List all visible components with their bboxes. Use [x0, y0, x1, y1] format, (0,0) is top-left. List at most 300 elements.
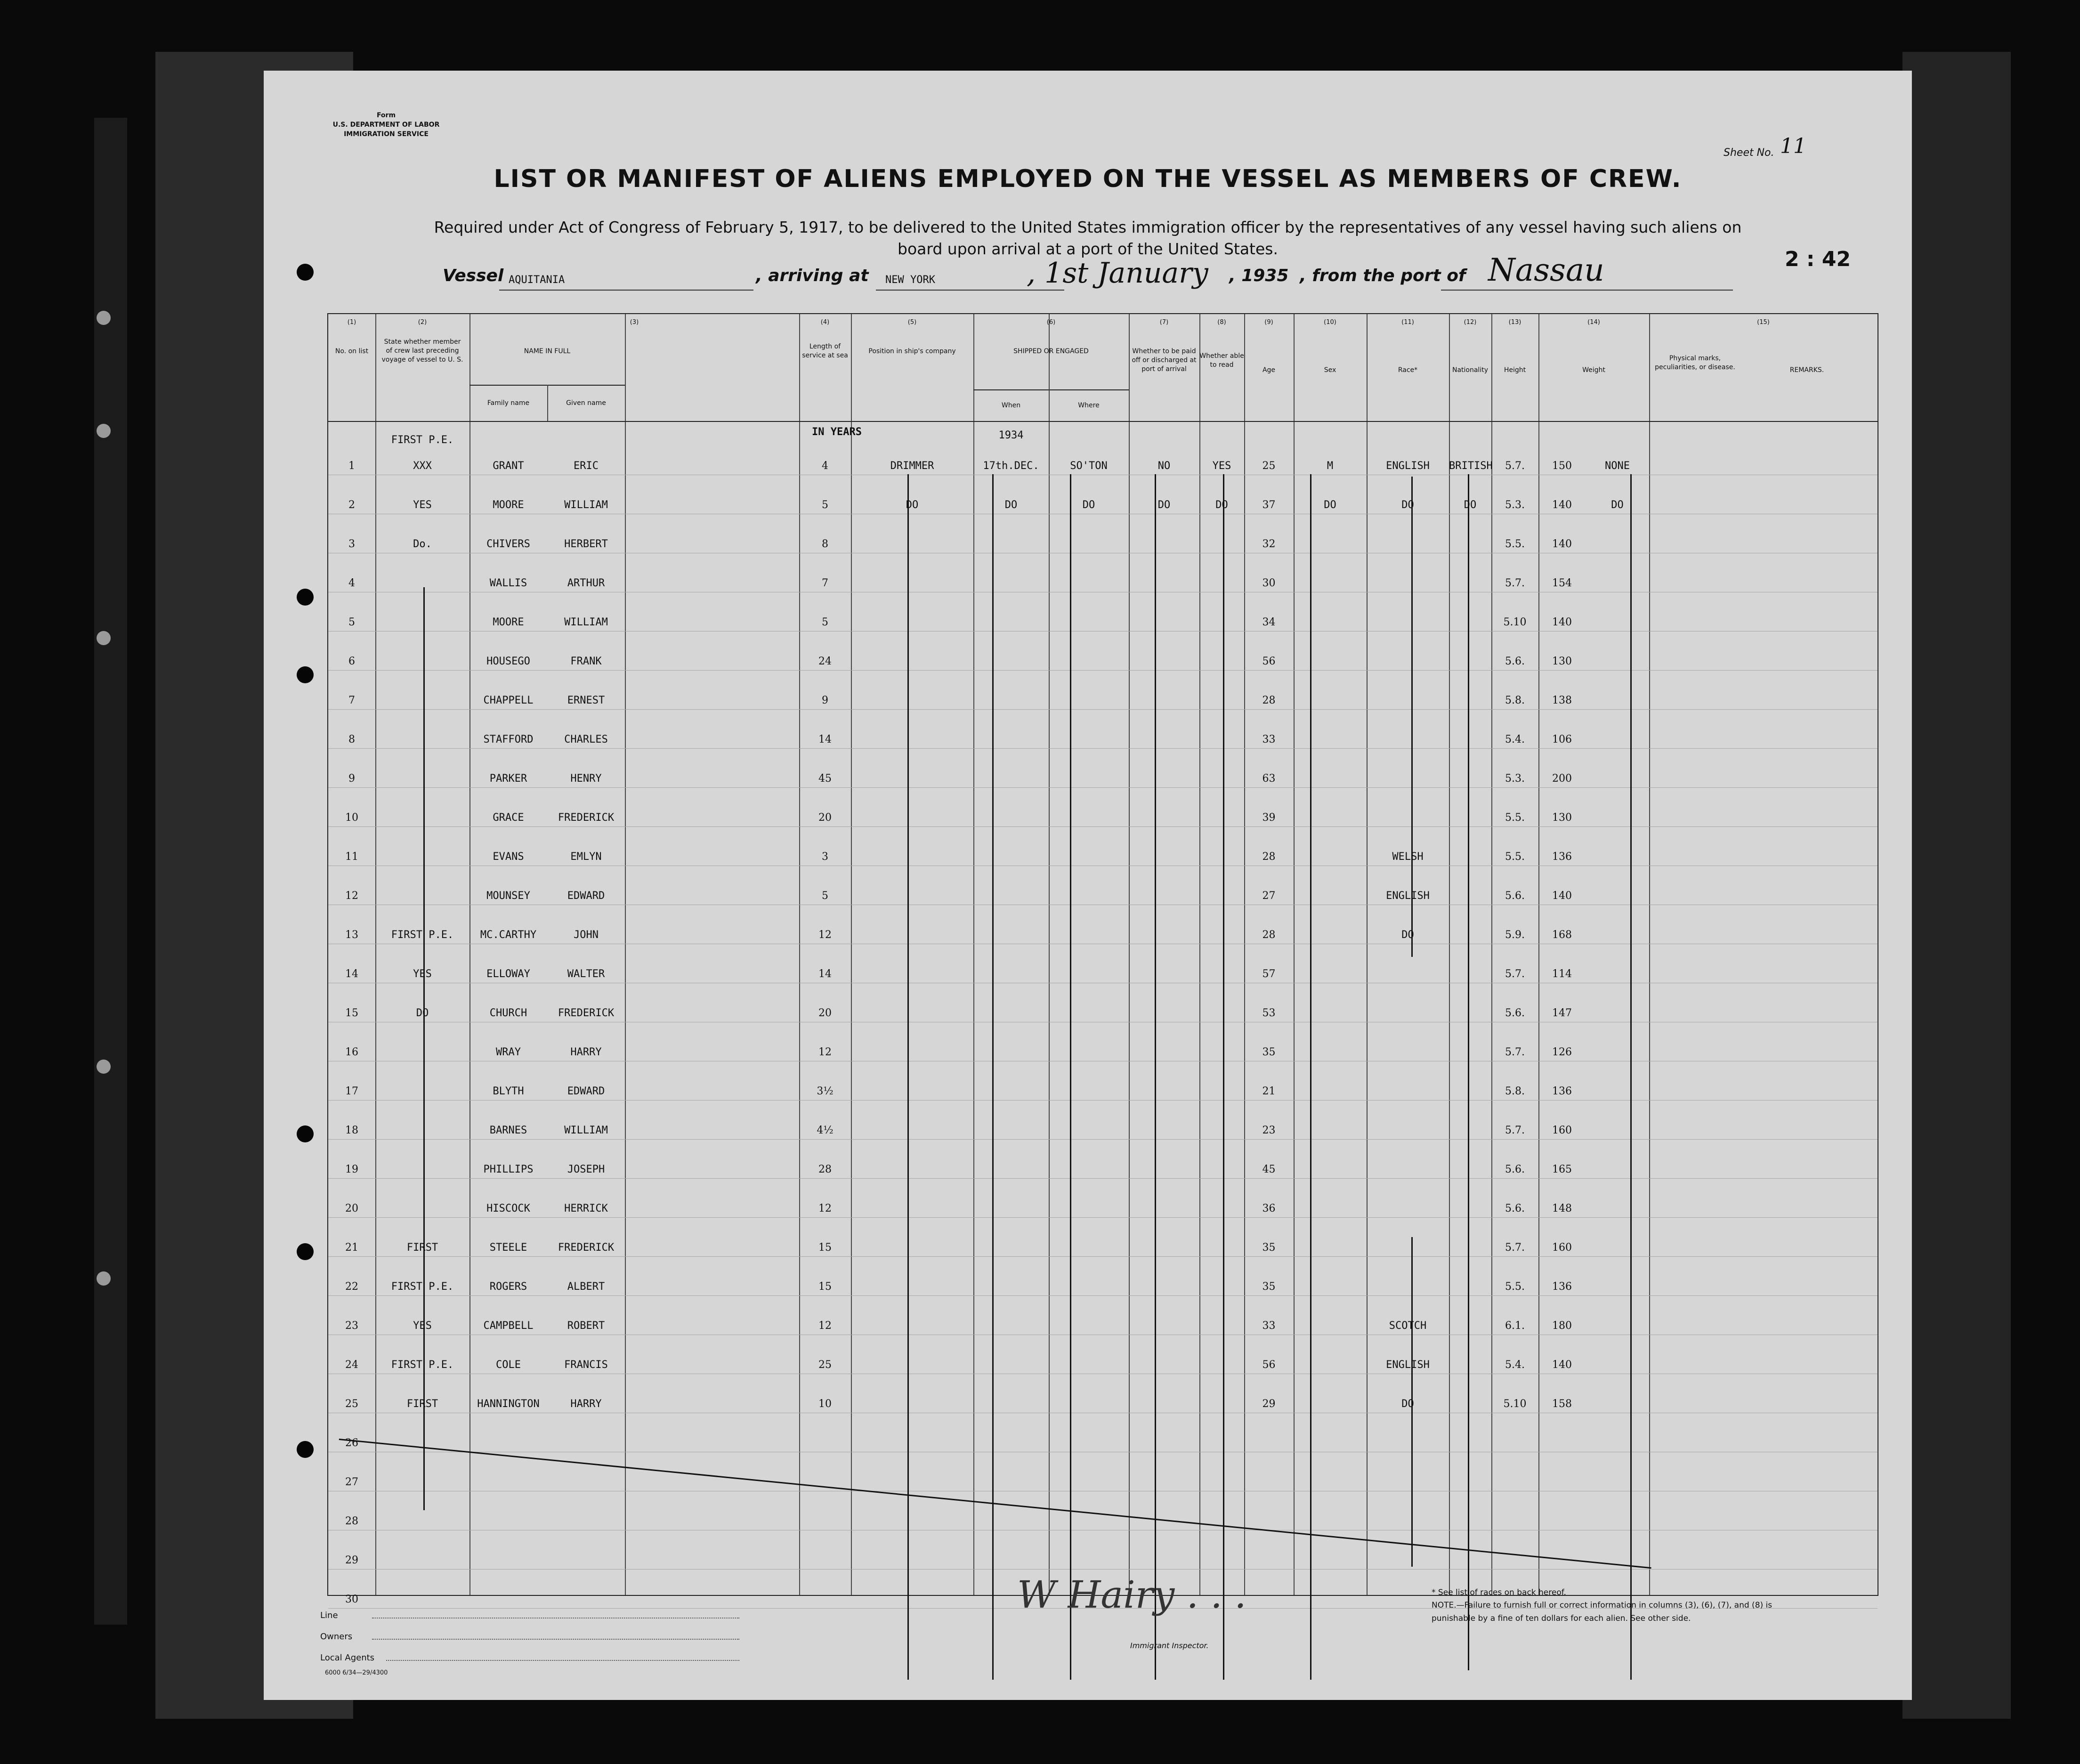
cell-age: 39: [1262, 812, 1276, 824]
cell-height: 5.9.: [1505, 929, 1525, 941]
binder-ring: [97, 311, 111, 325]
arrival-year: , 1935: [1229, 266, 1289, 285]
header-read: Whether able to read: [1199, 352, 1244, 369]
cell-read: YES: [1212, 460, 1231, 472]
column-number: (15): [1757, 319, 1770, 326]
cell-age: 36: [1262, 1203, 1276, 1214]
cell-weight: 140: [1552, 1359, 1572, 1371]
cell-height: 5.5.: [1505, 851, 1525, 863]
sheet-number-label: Sheet No.: [1724, 147, 1774, 159]
punch-hole: [297, 264, 314, 281]
column-number: (7): [1159, 319, 1169, 326]
cell-given: EDWARD: [567, 890, 605, 902]
cell-height: 5.7.: [1505, 1125, 1525, 1136]
cell-service: 45: [818, 773, 832, 785]
cell-family: MOORE: [493, 616, 524, 628]
cell-no: 4: [348, 577, 355, 589]
cell-paid: DO: [1157, 499, 1171, 511]
cell-no: 12: [345, 890, 358, 902]
cell-no: 8: [348, 734, 355, 745]
cell-weight: 140: [1552, 616, 1572, 628]
header-weight: Weight: [1582, 366, 1605, 374]
cell-given: ROBERT: [567, 1320, 605, 1332]
ditto-mark: [1155, 474, 1156, 1680]
cell-height: 5.6.: [1505, 655, 1525, 667]
cell-weight: 160: [1552, 1242, 1572, 1254]
header-race: Race*: [1398, 366, 1418, 374]
inspector-signature: W Hairy . . .: [1017, 1573, 1246, 1617]
cell-given: EMLYN: [570, 851, 602, 863]
cell-given: ERIC: [574, 460, 599, 472]
cell-service: 14: [818, 734, 832, 745]
row-rule: [328, 1569, 1878, 1570]
cell-state: FIRST P.E.: [391, 1281, 454, 1293]
row-rule: [328, 1178, 1878, 1179]
form-header: [316, 111, 457, 139]
cell-state: XXX: [413, 460, 432, 472]
binder-ring: [97, 1271, 111, 1286]
punch-hole: [297, 1441, 314, 1458]
cell-read: DO: [1215, 499, 1228, 511]
cell-height: 5.10: [1503, 616, 1527, 628]
cell-age: 35: [1262, 1046, 1276, 1058]
cell-age: 45: [1262, 1164, 1276, 1175]
header-marks: Physical marks, peculiarities, or disease.: [1655, 355, 1735, 371]
column-number: (4): [820, 319, 830, 326]
cell-family: ROGERS: [489, 1281, 527, 1293]
cell-family: EVANS: [493, 851, 524, 863]
ditto-mark: [1223, 474, 1224, 1680]
column-number: (2): [418, 319, 427, 326]
cell-when: DO: [1004, 499, 1018, 511]
cell-service: 9: [822, 695, 828, 706]
column-number: (13): [1508, 319, 1522, 326]
cell-family: GRACE: [493, 812, 524, 824]
cell-height: 5.10: [1503, 1398, 1527, 1410]
row-rule: [328, 1256, 1878, 1257]
cell-given: FREDERICK: [558, 1242, 615, 1254]
header-age: Age: [1262, 366, 1276, 374]
cell-given: FRANK: [570, 655, 602, 667]
ditto-mark: [1468, 474, 1469, 1670]
cell-weight: 160: [1552, 1125, 1572, 1136]
cell-weight: 158: [1552, 1398, 1572, 1410]
cell-given: ARTHUR: [567, 577, 605, 589]
cell-family: STAFFORD: [483, 734, 534, 745]
vessel-name: AQUITANIA: [509, 274, 565, 286]
cell-no: 1: [348, 460, 355, 472]
cell-weight: 138: [1552, 695, 1572, 706]
cell-no: 29: [345, 1554, 358, 1566]
header-height: Height: [1504, 366, 1526, 374]
column-number: (5): [907, 319, 917, 326]
cell-height: 5.3.: [1505, 773, 1525, 785]
cell-race: DO: [1401, 1398, 1414, 1410]
cell-height: 5.8.: [1505, 1085, 1525, 1097]
cell-state: FIRST: [406, 1242, 438, 1254]
cell-no: 5: [348, 616, 355, 628]
cell-age: 21: [1262, 1085, 1276, 1097]
cell-weight: 165: [1552, 1164, 1572, 1175]
cell-age: 56: [1262, 1359, 1276, 1371]
cell-family: HOUSEGO: [486, 655, 530, 667]
scan-background-right: [1902, 52, 2011, 1719]
cell-state: FIRST P.E.: [391, 1359, 454, 1371]
footer-owners-label: Owners: [320, 1632, 353, 1642]
cell-no: 28: [345, 1515, 358, 1527]
cell-age: 27: [1262, 890, 1276, 902]
cell-given: HERRICK: [564, 1203, 608, 1214]
cell-family: MC.CARTHY: [480, 929, 537, 941]
cell-paid: NO: [1157, 460, 1171, 472]
form-label: Form: [376, 112, 396, 119]
cell-nationality: BRITISH: [1449, 460, 1493, 472]
cell-given: CHARLES: [564, 734, 608, 745]
cell-age: 29: [1262, 1398, 1276, 1410]
cell-service: 12: [818, 1046, 832, 1058]
row-rule: [328, 787, 1878, 788]
punch-hole: [297, 1243, 314, 1260]
header-no: No. on list: [335, 348, 369, 355]
cell-given: EDWARD: [567, 1085, 605, 1097]
header-when: When: [1001, 402, 1021, 409]
header-shipped: SHIPPED OR ENGAGED: [1013, 348, 1089, 355]
cell-service: 3: [822, 851, 828, 863]
cell-no: 7: [348, 695, 355, 706]
punch-hole: [297, 1125, 314, 1142]
column-number: (9): [1264, 319, 1273, 326]
cell-service: 3½: [817, 1085, 834, 1097]
cell-sex: M: [1327, 460, 1334, 472]
cell-given: FREDERICK: [558, 812, 615, 824]
cell-weight: 154: [1552, 577, 1572, 589]
document-subtitle: Required under Act of Congress of February 5, 1917, to be delivered to the United States immigration officer by the representatives of any vessel having such aliens on board upon arrival at a port of the United States.: [434, 218, 1742, 258]
cell-service: 7: [822, 577, 828, 589]
cell-state: FIRST: [406, 1398, 438, 1410]
cell-position: DO: [906, 499, 919, 511]
binder-strip: [94, 118, 127, 1625]
cell-position: DRIMMER: [890, 460, 934, 472]
cell-family: CHAPPELL: [483, 695, 534, 706]
cell-age: 63: [1262, 773, 1276, 785]
cell-marks: NONE: [1605, 460, 1630, 472]
cell-service: 14: [818, 968, 832, 980]
cell-weight: 147: [1552, 1007, 1572, 1019]
cell-race: ENGLISH: [1386, 890, 1430, 902]
row-rule: [328, 670, 1878, 671]
cell-no: 26: [345, 1437, 358, 1449]
cell-height: 5.5.: [1505, 1281, 1525, 1293]
cell-height: 5.7.: [1505, 577, 1525, 589]
cell-no: 15: [345, 1007, 358, 1019]
cell-when: 17th.DEC.: [983, 460, 1039, 472]
cell-given: FREDERICK: [558, 1007, 615, 1019]
header-family: Family name: [487, 399, 530, 407]
cell-family: COLE: [496, 1359, 521, 1371]
cell-weight: 130: [1552, 655, 1572, 667]
cell-given: WALTER: [567, 968, 605, 980]
cell-race: ENGLISH: [1386, 460, 1430, 472]
cell-no: 21: [345, 1242, 358, 1254]
cell-age: 33: [1262, 734, 1276, 745]
year-annotation: 1934: [998, 429, 1024, 441]
inspector-label: Immigrant Inspector.: [1130, 1641, 1209, 1650]
cell-height: 5.6.: [1505, 1164, 1525, 1175]
cell-service: 20: [818, 1007, 832, 1019]
header-where: Where: [1078, 402, 1100, 409]
cell-weight: 180: [1552, 1320, 1572, 1332]
vessel-label: Vessel: [443, 266, 504, 285]
cell-given: FRANCIS: [564, 1359, 608, 1371]
cell-service: 5: [822, 499, 828, 511]
cell-service: 24: [818, 655, 832, 667]
cell-state: YES: [413, 499, 432, 511]
cell-age: 28: [1262, 929, 1276, 941]
cell-given: ERNEST: [567, 695, 605, 706]
ditto-mark: [1630, 474, 1632, 1680]
header-length: Length of service at sea: [802, 343, 848, 359]
cell-state: DO: [416, 1007, 429, 1019]
cell-height: 5.7.: [1505, 968, 1525, 980]
cell-no: 23: [345, 1320, 358, 1332]
cell-service: 5: [822, 890, 828, 902]
cell-given: WILLIAM: [564, 1125, 608, 1136]
cell-given: WILLIAM: [564, 499, 608, 511]
cell-state: YES: [413, 968, 432, 980]
cell-given: HARRY: [570, 1046, 602, 1058]
cell-family: WRAY: [496, 1046, 521, 1058]
cell-service: 15: [818, 1281, 832, 1293]
column-number: (8): [1217, 319, 1226, 326]
cell-no: 20: [345, 1203, 358, 1214]
row-rule: [328, 826, 1878, 827]
cell-height: 5.7.: [1505, 460, 1525, 472]
cell-height: 5.5.: [1505, 538, 1525, 550]
cell-family: MOORE: [493, 499, 524, 511]
service-label: IMMIGRATION SERVICE: [344, 130, 429, 138]
cell-sex: DO: [1324, 499, 1336, 511]
cell-no: 14: [345, 968, 358, 980]
cell-height: 5.4.: [1505, 1359, 1525, 1371]
cell-service: 8: [822, 538, 828, 550]
column-number: (1): [347, 319, 356, 326]
cell-weight: 126: [1552, 1046, 1572, 1058]
cell-weight: 140: [1552, 538, 1572, 550]
cell-weight: 140: [1552, 499, 1572, 511]
cell-service: 12: [818, 1320, 832, 1332]
header-state: State whether member of crew last preceding voyage of vessel to U. S.: [381, 338, 463, 364]
cell-service: 12: [818, 929, 832, 941]
cell-age: 28: [1262, 851, 1276, 863]
cell-no: 6: [348, 655, 355, 667]
header-nationality: Nationality: [1452, 366, 1488, 374]
cell-given: JOHN: [574, 929, 599, 941]
cell-weight: 106: [1552, 734, 1572, 745]
ditto-mark: [907, 474, 909, 1680]
cell-service: 20: [818, 812, 832, 824]
cell-given: HENRY: [570, 773, 602, 785]
ditto-mark: [1411, 477, 1413, 957]
cell-weight: 136: [1552, 1085, 1572, 1097]
arrival-port: NEW YORK: [885, 274, 935, 286]
cell-no: 13: [345, 929, 358, 941]
cell-age: 56: [1262, 655, 1276, 667]
cell-state: YES: [413, 1320, 432, 1332]
cell-height: 6.1.: [1505, 1320, 1525, 1332]
cell-age: 28: [1262, 695, 1276, 706]
cell-family: STEELE: [489, 1242, 527, 1254]
cell-race: DO: [1401, 499, 1414, 511]
cell-age: 34: [1262, 616, 1276, 628]
cell-no: 9: [348, 773, 355, 785]
header-given: Given name: [566, 399, 606, 407]
cell-marks: DO: [1611, 499, 1624, 511]
ditto-mark: [1070, 474, 1071, 1680]
cell-given: HERBERT: [564, 538, 608, 550]
cell-no: 30: [345, 1594, 358, 1605]
cell-age: 23: [1262, 1125, 1276, 1136]
cell-race: WELSH: [1392, 851, 1424, 863]
cell-no: 17: [345, 1085, 358, 1097]
cell-family: MOUNSEY: [486, 890, 530, 902]
cell-age: 32: [1262, 538, 1276, 550]
cell-state: Do.: [413, 538, 432, 550]
cell-where: DO: [1082, 499, 1095, 511]
cell-weight: 140: [1552, 890, 1572, 902]
cell-age: 35: [1262, 1242, 1276, 1254]
cell-service: 5: [822, 616, 828, 628]
cell-family: HANNINGTON: [477, 1398, 540, 1410]
cell-service: 15: [818, 1242, 832, 1254]
cell-service: 12: [818, 1203, 832, 1214]
punch-hole: [297, 666, 314, 683]
binder-ring: [97, 424, 111, 438]
cell-weight: 136: [1552, 1281, 1572, 1293]
row-rule: [328, 1139, 1878, 1140]
column-number: (6): [1046, 319, 1056, 326]
cell-service: 25: [818, 1359, 832, 1371]
document-title: LIST OR MANIFEST OF ALIENS EMPLOYED ON THE VESSEL AS MEMBERS OF CREW.: [494, 165, 1682, 193]
page-stamp: 2 : 42: [1785, 247, 1851, 271]
crew-manifest-table: [327, 313, 1878, 1605]
departure-port: Nassau: [1488, 252, 1604, 288]
cell-state: FIRST P.E.: [391, 929, 454, 941]
cell-no: 19: [345, 1164, 358, 1175]
cell-family: PHILLIPS: [483, 1164, 534, 1175]
cell-weight: 130: [1552, 812, 1572, 824]
cell-weight: 148: [1552, 1203, 1572, 1214]
cell-no: 24: [345, 1359, 358, 1371]
punch-hole: [297, 589, 314, 606]
cell-race: DO: [1401, 929, 1414, 941]
column-number: (3): [630, 319, 639, 326]
cell-no: 10: [345, 812, 358, 824]
cell-where: SO'TON: [1070, 460, 1108, 472]
arriving-label: , arriving at: [756, 266, 869, 285]
print-code: 6000 6/34—29/4300: [325, 1669, 388, 1676]
cell-family: CHURCH: [489, 1007, 527, 1019]
cell-family: WALLIS: [489, 577, 527, 589]
department-label: U.S. DEPARTMENT OF LABOR: [332, 121, 440, 129]
arrival-date: , 1st January: [1027, 257, 1208, 290]
cell-weight: 200: [1552, 773, 1572, 785]
cell-no: 11: [345, 851, 358, 863]
cell-no: 18: [345, 1125, 358, 1136]
cell-age: 37: [1262, 499, 1276, 511]
binder-ring: [97, 1060, 111, 1074]
cell-race: ENGLISH: [1386, 1359, 1430, 1371]
cell-age: 35: [1262, 1281, 1276, 1293]
ditto-mark: [423, 587, 425, 1162]
cell-no: 2: [348, 499, 355, 511]
cell-age: 33: [1262, 1320, 1276, 1332]
cell-no: 22: [345, 1281, 358, 1293]
cell-age: 25: [1262, 460, 1276, 472]
column-number: (11): [1401, 319, 1414, 326]
cell-family: PARKER: [489, 773, 527, 785]
cell-height: 5.6.: [1505, 1203, 1525, 1214]
cell-service: 4: [822, 460, 828, 472]
header-paid: Whether to be paid off or discharged at port of arrival: [1132, 348, 1197, 373]
column-number: (14): [1587, 319, 1600, 326]
cell-family: HISCOCK: [486, 1203, 530, 1214]
header-remarks: REMARKS.: [1789, 366, 1824, 374]
cell-family: BARNES: [489, 1125, 527, 1136]
column-number: (10): [1324, 319, 1336, 326]
cell-age: 53: [1262, 1007, 1276, 1019]
cell-service: 28: [818, 1164, 832, 1175]
cell-height: 5.4.: [1505, 734, 1525, 745]
header-position: Position in ship's company: [868, 348, 956, 355]
cell-height: 5.7.: [1505, 1046, 1525, 1058]
cell-height: 5.5.: [1505, 812, 1525, 824]
cell-family: BLYTH: [493, 1085, 524, 1097]
header-sex: Sex: [1324, 366, 1336, 374]
cell-weight: 136: [1552, 851, 1572, 863]
cell-given: HARRY: [570, 1398, 602, 1410]
race-note: * See list of races on back hereof.: [1432, 1588, 1566, 1597]
cell-weight: 168: [1552, 929, 1572, 941]
cell-family: CAMPBELL: [483, 1320, 534, 1332]
cell-family: CHIVERS: [486, 538, 530, 550]
cell-service: 10: [818, 1398, 832, 1410]
column-number: (12): [1464, 319, 1477, 326]
cell-nationality: DO: [1464, 499, 1477, 511]
row-rule: [328, 748, 1878, 749]
cell-service: 4½: [817, 1125, 834, 1136]
ditto-mark: [1411, 1237, 1413, 1567]
cell-height: 5.3.: [1505, 499, 1525, 511]
footer-agents-label: Local Agents: [320, 1653, 375, 1663]
row-rule: [328, 1295, 1878, 1296]
cell-family: ELLOWAY: [486, 968, 530, 980]
ditto-mark: [992, 474, 994, 1680]
cell-no: 25: [345, 1398, 358, 1410]
ditto-mark: [1310, 474, 1311, 1680]
cell-weight: 150: [1552, 460, 1572, 472]
cell-weight: 114: [1552, 968, 1572, 980]
cell-height: 5.8.: [1505, 695, 1525, 706]
cell-given: JOSEPH: [567, 1164, 605, 1175]
footer-line-label: Line: [320, 1610, 338, 1620]
from-port-label: , from the port of: [1300, 266, 1466, 285]
first-pe-annotation: FIRST P.E.: [391, 434, 454, 446]
sheet-number-value: 11: [1780, 134, 1806, 158]
cell-no: 27: [345, 1476, 358, 1488]
in-years-annotation: IN YEARS: [812, 426, 862, 438]
cell-height: 5.6.: [1505, 890, 1525, 902]
cell-age: 30: [1262, 577, 1276, 589]
